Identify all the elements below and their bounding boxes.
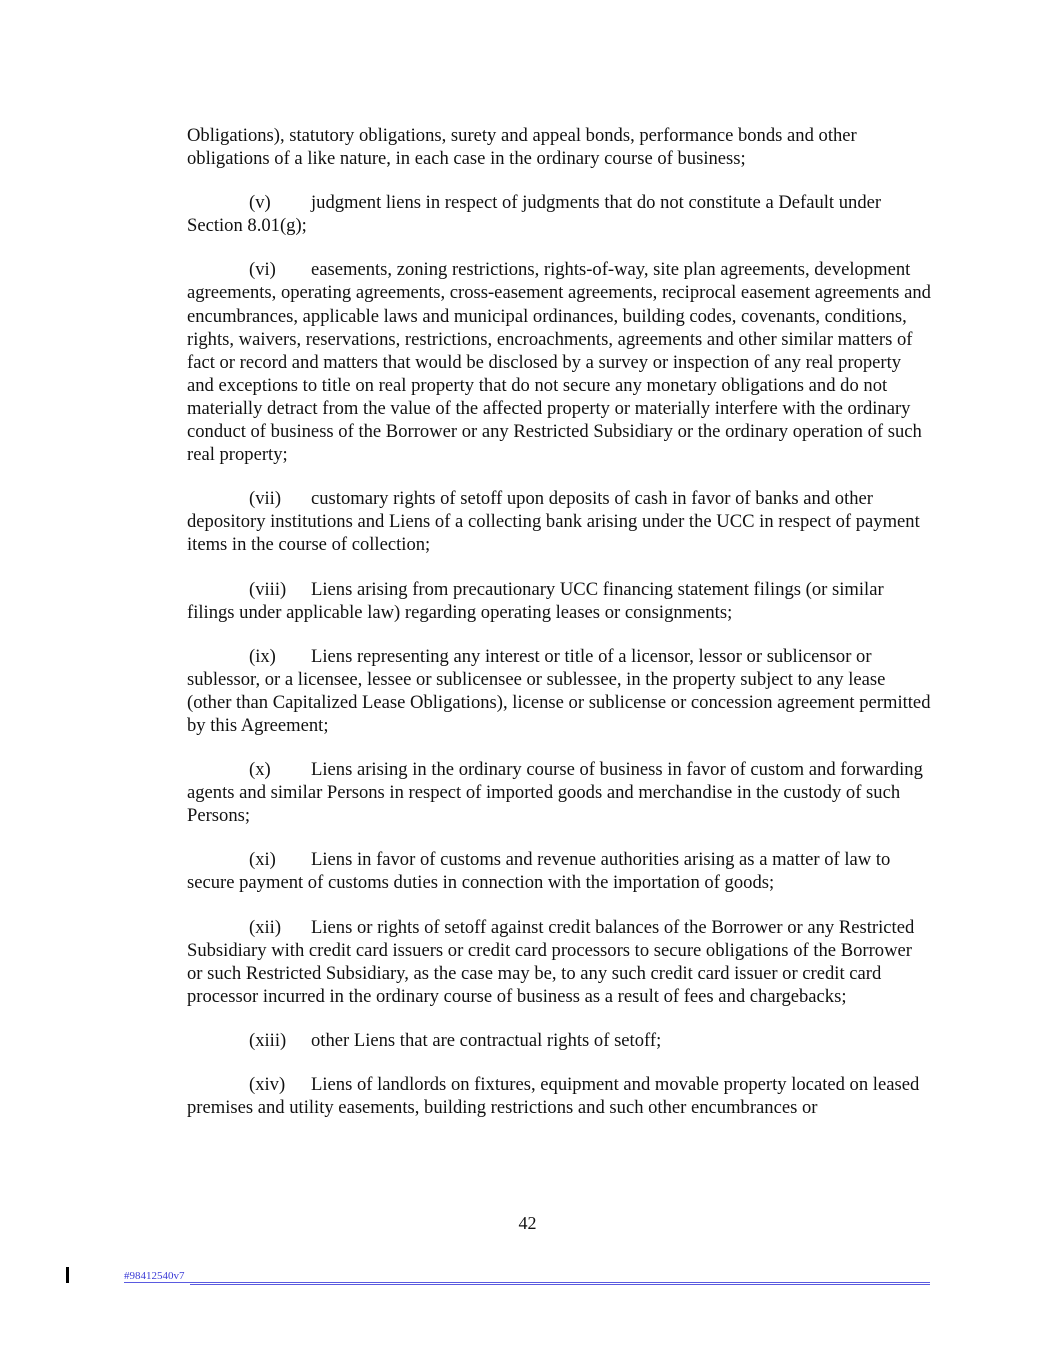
clause-label: (xiii) [249, 1029, 287, 1051]
clause-viii [187, 578, 932, 624]
clause-text: Liens arising from precautionary UCC financing statement filings (or similar filings under applicable law) regarding operating leases or consignments; [187, 578, 884, 623]
clause-label: (xi) [249, 849, 276, 871]
revision-change-bar [66, 1267, 69, 1283]
document-body [187, 124, 932, 1140]
continued-paragraph: Obligations), statutory obligations, surety and appeal bonds, performance bonds and other obligations of a like nature, in each case in the ordinary course of business; [187, 125, 857, 170]
clause-label: (v) [249, 192, 271, 214]
clause-xiv [187, 1073, 932, 1119]
clause-label: (vii) [249, 488, 282, 510]
footer-underline-secondary [190, 1284, 930, 1285]
footer-underline [124, 1282, 930, 1283]
clause-text: Liens in favor of customs and revenue authorities arising as a matter of law to secure payment of customs duties in connection with the importation of goods; [187, 849, 891, 894]
clause-label: (vi) [249, 259, 276, 281]
document-id: #98412540v7 [124, 1270, 185, 1282]
clause-text: Liens arising in the ordinary course of business in favor of custom and forwarding agents and similar Persons in respect of imported goods and merchandise in the custody of such Persons; [187, 759, 923, 827]
clause-xii [187, 916, 932, 1008]
clause-xi [187, 848, 932, 894]
clause-label: (x) [249, 759, 271, 781]
clause-text: Liens or rights of setoff against credit balances of the Borrower or any Restricted Subsidiary with credit card issuers or credit card processors to secure obligations of the Borrower or such Restricted Subsidiary, as the case may be, to any such credit card issuer or credit card processor incurred in the ordinary course of business as a result of fees and chargebacks; [187, 916, 915, 1007]
clause-label: (xiv) [249, 1074, 286, 1095]
clause-vi [187, 258, 932, 466]
clause-text: judgment liens in respect of judgments that do not constitute a Default under Section 8.01(g); [187, 192, 882, 237]
clause-x [187, 758, 932, 827]
clause-text: other Liens that are contractual rights of setoff; [311, 1029, 662, 1051]
clause-vii [187, 487, 932, 556]
clause-label: (ix) [249, 645, 276, 667]
clause-text: Liens representing any interest or title of a licensor, lessor or sublicensor or sublessor, or a licensee, lessee or sublicensee or sublessee, in the property subject to any lease (other than Capitalized Lease Obligations), license or sublicense or concession agreement permitted by this Agreement; [187, 645, 931, 736]
page-number: 42 [518, 1213, 537, 1233]
clause-text: customary rights of setoff upon deposits of cash in favor of banks and other depository institutions and Liens of a collecting bank arising under the UCC in respect of payment items in the course of collection; [187, 488, 920, 556]
clause-text: easements, zoning restrictions, rights-of-way, site plan agreements, development agreements, operating agreements, cross-easement agreements, reciprocal easement agreements and encumbrances, applicable laws and municipal ordinances, building codes, covenants, conditions, rights, waivers, reservations, restrictions, encroachments, agreements and other similar matters of fact or record and matters that would be disclosed by a survey or inspection of any real property and exceptions to title on real property that do not secure any monetary obligations and do not materially detract from the value of the affected property or materially interfere with the ordinary conduct of business of the Borrower or any Restricted Subsidiary or the ordinary operation of such real property; [187, 259, 931, 466]
clause-v [187, 191, 932, 237]
clause-xiii [187, 1029, 932, 1052]
clause-text: Liens of landlords on fixtures, equipment and movable property located on leased premises and utility easements, building restrictions and such other encumbrances or [187, 1074, 920, 1119]
clause-label: (xii) [249, 916, 282, 938]
clause-label: (viii) [249, 578, 287, 600]
clause-ix [187, 645, 932, 737]
